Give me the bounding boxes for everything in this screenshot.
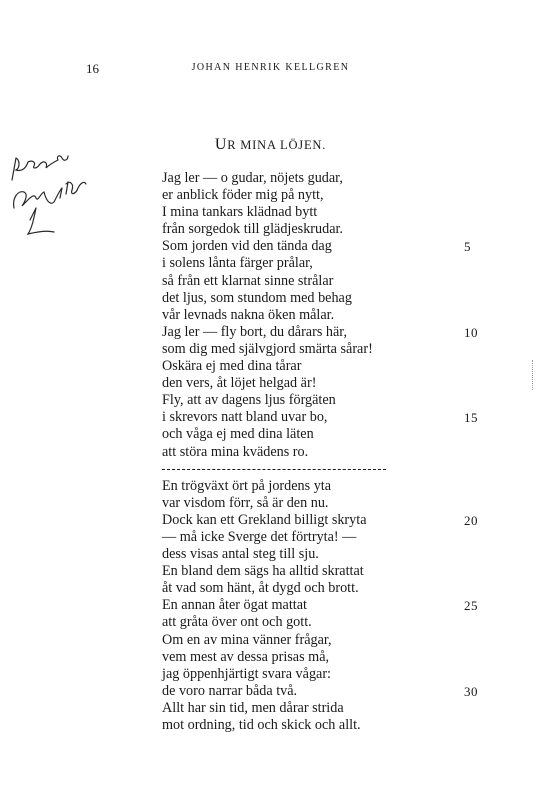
poem-line-text: er anblick föder mig på nytt,	[162, 187, 324, 204]
poem-line-text: från sorgedok till glädjeskrudar.	[162, 221, 343, 238]
poem-line	[162, 444, 492, 461]
line-number: 20	[464, 512, 478, 528]
page-number: 16	[86, 61, 99, 76]
poem-line-text: som dig med självgjord smärta sårar!	[162, 340, 373, 357]
poem-line-text: den vers, åt löjet helgad är!	[162, 375, 317, 392]
poem-line	[162, 478, 492, 495]
poem-line	[162, 255, 492, 272]
poem-body	[162, 170, 492, 734]
poem-line	[162, 563, 492, 580]
poem-line	[162, 546, 492, 563]
poem-line-text: så från ett klarnat sinne strålar	[162, 272, 334, 289]
poem-line-text: Fly, att av dagens ljus förgäten	[162, 392, 336, 409]
poem-line-text: Dock kan ett Grekland billigt skryta	[162, 511, 367, 528]
poem-line	[162, 666, 492, 683]
poem-line-text: Jag ler — fly bort, du dårars här,	[162, 323, 347, 340]
poem-line	[162, 495, 492, 512]
line-number: 5	[464, 239, 471, 255]
margin-mark	[532, 360, 535, 390]
poem-line-text: att gråta över ont och gott.	[162, 614, 312, 631]
running-head: JOHAN HENRIK KELLGREN	[191, 62, 350, 73]
poem-line-text: vår levnads nakna öken målar.	[162, 306, 335, 323]
title-initial: U	[214, 136, 228, 153]
poem-line	[162, 221, 492, 238]
poem-line	[162, 426, 492, 443]
line-number: 25	[464, 598, 478, 614]
poem-line-text: vem mest av dessa prisas må,	[162, 648, 330, 665]
poem-line	[162, 273, 492, 290]
poem-line	[162, 614, 492, 631]
poem-line-text: dess visas antal steg till sju.	[162, 546, 319, 563]
section-divider	[162, 461, 492, 478]
poem-line-text: var visdom förr, så är den nu.	[162, 494, 329, 511]
poem-line-text: åt vad som hänt, åt dygd och brott.	[162, 580, 359, 597]
poem-line	[162, 307, 492, 324]
poem-line-text: Som jorden vid den tända dag	[162, 238, 332, 255]
line-number: 15	[464, 410, 478, 426]
poem-line-text: En bland dem sägs ha alltid skrattat	[162, 563, 364, 580]
poem-line	[162, 290, 492, 307]
line-number: 10	[464, 324, 478, 340]
poem-line	[162, 580, 492, 597]
poem-line-text: i skrevors natt bland uvar bo,	[162, 409, 328, 426]
poem-line-text: Allt har sin tid, men dårar strida	[162, 699, 344, 716]
poem-line	[162, 392, 492, 409]
poem-line-text: I mina tankars klädnad bytt	[162, 204, 318, 221]
poem-line-text: En trögväxt ört på jordens yta	[162, 477, 332, 494]
poem-line	[162, 717, 492, 734]
poem-line	[162, 683, 492, 700]
poem-line-text: det ljus, som stundom med behag	[162, 289, 352, 306]
poem-line-text: — må icke Sverge det förtryta! —	[162, 528, 357, 545]
poem-line-text: att störa mina kvädens ro.	[162, 443, 309, 460]
poem-line-text: mot ordning, tid och skick och allt.	[162, 717, 361, 733]
poem-line	[162, 204, 492, 221]
poem-line	[162, 375, 492, 392]
line-number: 30	[464, 683, 478, 699]
poem-line	[162, 409, 492, 426]
poem-line	[162, 632, 492, 649]
poem-line	[162, 700, 492, 717]
poem-line	[162, 529, 492, 546]
poem-line	[162, 649, 492, 666]
poem-line-text: Oskära ej med dina tårar	[162, 358, 302, 375]
poem-line-text: jag öppenhjärtigt svara vågar:	[162, 665, 332, 682]
poem-line	[162, 341, 492, 358]
poem-line-text: Om en av mina vänner frågar,	[162, 631, 332, 648]
poem-line	[162, 358, 492, 375]
handwritten-signature	[6, 150, 96, 250]
poem-line-text: och våga ej med dina läten	[162, 426, 314, 443]
poem-line	[162, 324, 492, 341]
poem-line-text: de voro narrar båda två.	[162, 682, 298, 699]
poem-line	[162, 597, 492, 614]
poem-line-text: En annan åter ögat mattat	[162, 597, 307, 614]
title-rest: R MINA LÖJEN.	[227, 138, 327, 152]
poem-line	[162, 238, 492, 255]
poem-line-text: i solens lånta färger prålar,	[162, 255, 313, 272]
poem-line-text: Jag ler — o gudar, nöjets gudar,	[162, 170, 343, 186]
poem-line	[162, 512, 492, 529]
poem-line	[162, 170, 492, 187]
poem-line	[162, 187, 492, 204]
